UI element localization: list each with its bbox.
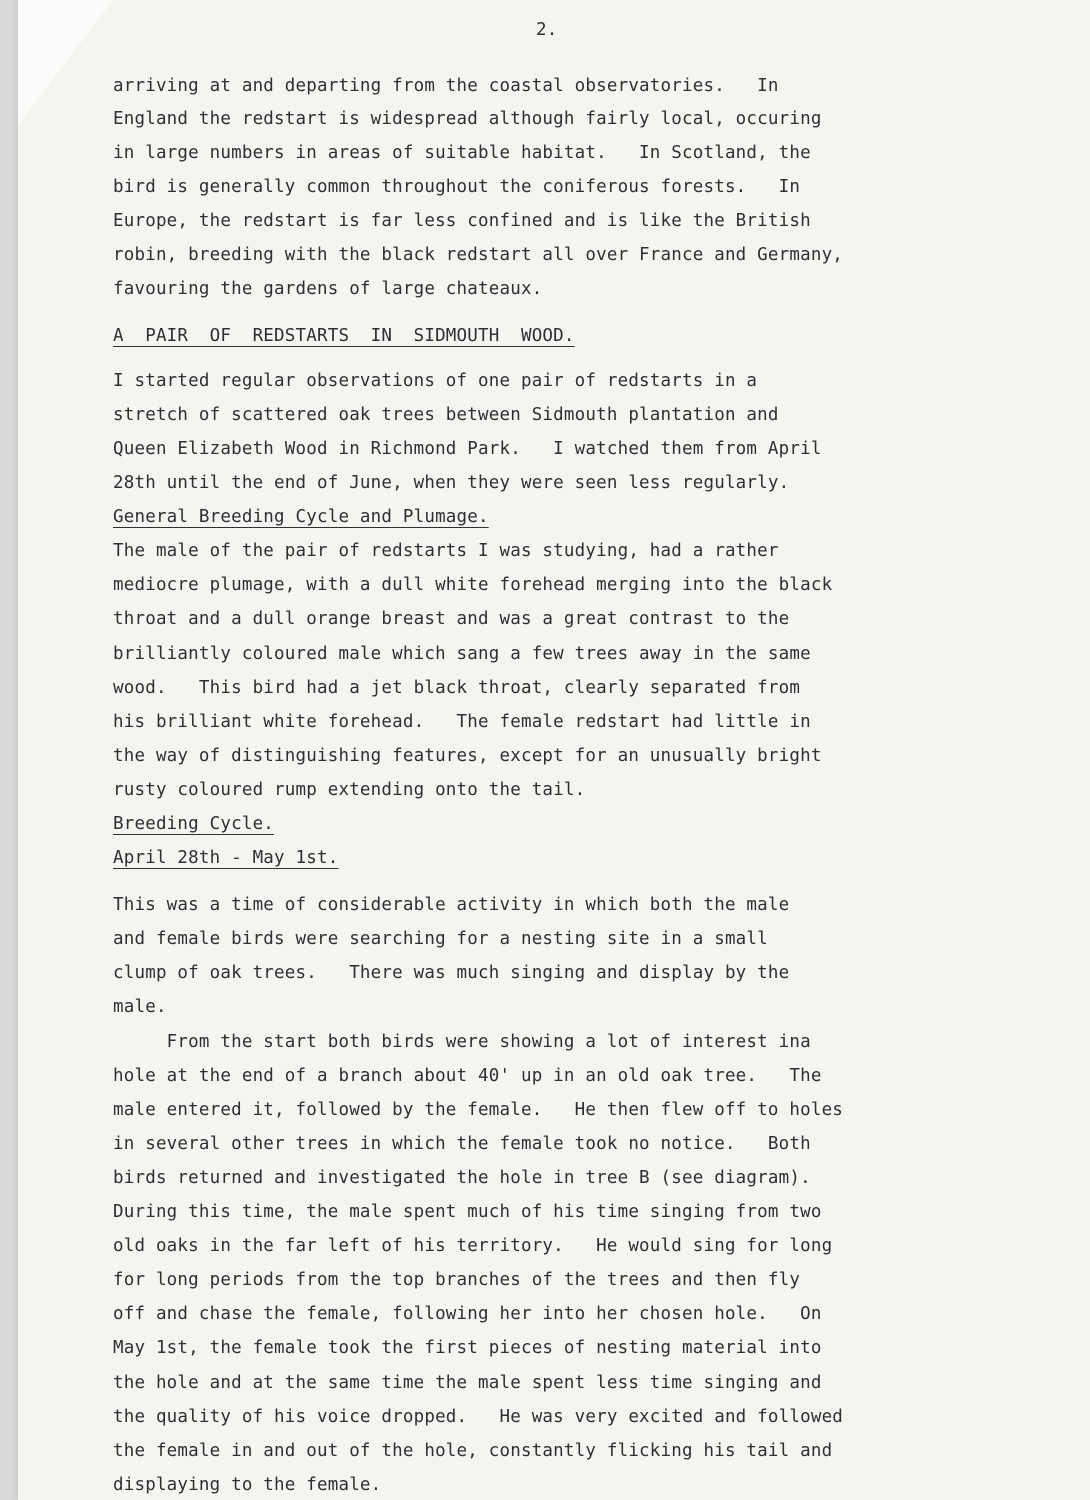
text-line: the hole and at the same time the male spent less time singing and bbox=[113, 1373, 822, 1393]
text-line: robin, breeding with the black redstart all over France and Germany, bbox=[113, 245, 844, 265]
text-line: the quality of his voice dropped. He was very excited and followed bbox=[113, 1407, 844, 1427]
subsection-heading: Breeding Cycle. bbox=[113, 814, 275, 834]
text-line: 28th until the end of June, when they were seen less regularly. bbox=[113, 473, 790, 493]
date-heading: April 28th - May 1st. bbox=[113, 848, 339, 868]
subsection-heading: General Breeding Cycle and Plumage. bbox=[113, 507, 489, 527]
text-line: This was a time of considerable activity in which both the male bbox=[113, 895, 790, 915]
text-line: male. bbox=[113, 997, 167, 1017]
text-line: in large numbers in areas of suitable habitat. In Scotland, the bbox=[113, 143, 811, 163]
text-line: off and chase the female, following her into her chosen hole. On bbox=[113, 1304, 822, 1324]
text-line: throat and a dull orange breast and was a great contrast to the bbox=[113, 609, 790, 629]
text-line: the way of distinguishing features, except for an unusually bright bbox=[113, 746, 822, 766]
text-line: hole at the end of a branch about 40' up in an old oak tree. The bbox=[113, 1066, 822, 1086]
section-heading: A PAIR OF REDSTARTS IN SIDMOUTH WOOD. bbox=[113, 326, 575, 346]
text-line: and female birds were searching for a nesting site in a small bbox=[113, 929, 768, 949]
text-line: wood. This bird had a jet black throat, clearly separated from bbox=[113, 678, 801, 698]
text-line: mediocre plumage, with a dull white forehead merging into the black bbox=[113, 575, 833, 595]
text-line: male entered it, followed by the female. He then flew off to holes bbox=[113, 1100, 844, 1120]
text-line: arriving at and departing from the coastal observatories. In bbox=[113, 76, 779, 96]
text-line: his brilliant white forehead. The female redstart had little in bbox=[113, 712, 811, 732]
page-corner-fold bbox=[18, 0, 113, 125]
text-line: birds returned and investigated the hole in tree B (see diagram). bbox=[113, 1168, 811, 1188]
text-line: May 1st, the female took the first pieces of nesting material into bbox=[113, 1338, 822, 1358]
text-line: the female in and out of the hole, constantly flicking his tail and bbox=[113, 1441, 833, 1461]
text-line: old oaks in the far left of his territory. He would sing for long bbox=[113, 1236, 833, 1256]
text-line: From the start both birds were showing a lot of interest ina bbox=[113, 1032, 811, 1052]
text-line: displaying to the female. bbox=[113, 1475, 382, 1495]
text-line: I started regular observations of one pair of redstarts in a bbox=[113, 371, 758, 391]
text-line: clump of oak trees. There was much singing and display by the bbox=[113, 963, 790, 983]
text-line: stretch of scattered oak trees between Sidmouth plantation and bbox=[113, 405, 779, 425]
text-line: Queen Elizabeth Wood in Richmond Park. I watched them from April bbox=[113, 439, 822, 459]
text-line: Europe, the redstart is far less confined and is like the British bbox=[113, 211, 811, 231]
text-line: favouring the gardens of large chateaux. bbox=[113, 279, 543, 299]
text-line: The male of the pair of redstarts I was studying, had a rather bbox=[113, 541, 779, 561]
text-line: During this time, the male spent much of his time singing from two bbox=[113, 1202, 822, 1222]
text-line: rusty coloured rump extending onto the tail. bbox=[113, 780, 586, 800]
text-line: bird is generally common throughout the coniferous forests. In bbox=[113, 177, 801, 197]
text-line: in several other trees in which the female took no notice. Both bbox=[113, 1134, 811, 1154]
text-line: for long periods from the top branches of the trees and then fly bbox=[113, 1270, 801, 1290]
text-line: brilliantly coloured male which sang a few trees away in the same bbox=[113, 644, 811, 664]
text-line: England the redstart is widespread although fairly local, occuring bbox=[113, 109, 822, 129]
page-number: 2. bbox=[536, 20, 558, 40]
